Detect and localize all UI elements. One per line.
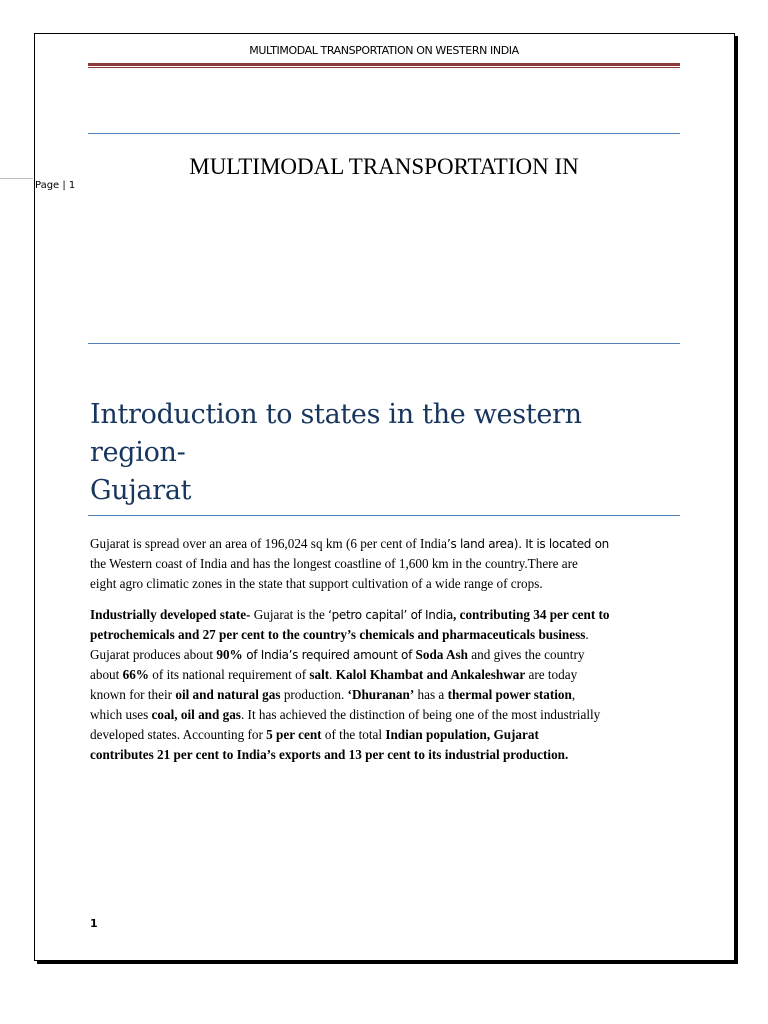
para1-line-1 <box>90 534 682 554</box>
para2-line-5 <box>90 685 682 705</box>
text: which uses <box>90 707 152 722</box>
text: of its national requirement of <box>148 667 310 682</box>
section-heading <box>90 396 680 510</box>
text: . It has achieved the distinction of being one of the most industrially <box>240 707 601 722</box>
bold-text: salt <box>309 667 330 682</box>
text: of the total <box>321 727 386 742</box>
para2-line-8 <box>90 745 682 765</box>
text: Gujarat produces about <box>90 647 217 662</box>
text: known for their <box>90 687 176 702</box>
bold-text: oil and natural gas <box>175 687 281 702</box>
text: are today <box>525 667 578 682</box>
para2-line-6 <box>90 705 682 725</box>
heading-line-3: Gujarat <box>90 475 192 506</box>
text: production. <box>280 687 348 702</box>
para1-line-2: the Western coast of India and has the longest coastline of 1,600 km in the country.There are <box>90 556 578 571</box>
para1-text: Gujarat is spread over an area of 196,024 sq km (6 per cent of India <box>90 536 448 551</box>
text: . <box>329 667 336 682</box>
bold-text: contributes 21 per cent to India’s exports and 13 per cent to its industrial production. <box>90 747 569 762</box>
text-sans: of India’s required amount of <box>242 648 416 662</box>
margin-tick <box>0 178 33 179</box>
running-header: MULTIMODAL TRANSPORTATION ON WESTERN INDIA <box>249 44 519 57</box>
bold-text: 66% <box>122 667 149 682</box>
cover-rule-bottom <box>88 343 680 344</box>
bold-text: Kalol Khambat and Ankaleshwar <box>335 667 526 682</box>
heading-line-1: Introduction to states in the western <box>90 399 582 430</box>
para1-line-3: eight agro climatic zones in the state that support cultivation of a wide range of crops. <box>90 576 543 591</box>
para2-line-2 <box>90 625 682 645</box>
text: , <box>571 687 576 702</box>
paragraph-intro <box>90 534 682 594</box>
para1-text-sans: ’s land area). It is located on <box>447 537 609 551</box>
text: developed states. Accounting for <box>90 727 267 742</box>
text: about <box>90 667 123 682</box>
cover-rule-top <box>88 133 680 134</box>
header-rule <box>88 63 680 66</box>
bold-text: Indian population, Gujarat <box>385 727 539 742</box>
header-rule-thin <box>88 67 680 68</box>
bold-text: 5 per cent <box>266 727 322 742</box>
footer-page-number: 1 <box>90 917 98 930</box>
para2-line-1 <box>90 605 682 625</box>
bold-text: Industrially developed state- <box>90 607 251 622</box>
bold-text: ‘Dhuranan’ <box>347 687 415 702</box>
cover-title: MULTIMODAL TRANSPORTATION IN <box>189 154 579 179</box>
bold-text: thermal power station <box>447 687 572 702</box>
text: has a <box>414 687 448 702</box>
bold-text: coal, oil and gas <box>151 707 241 722</box>
heading-rule <box>88 515 680 516</box>
page-label: Page | 1 <box>35 180 76 191</box>
heading-line-2: region- <box>90 437 186 468</box>
bold-text: petrochemicals and 27 per cent to the country’s chemicals and pharmaceuticals business <box>90 627 586 642</box>
para2-line-3 <box>90 645 682 665</box>
text-sans: ‘petro capital’ of India <box>328 608 453 622</box>
text: and gives the country <box>467 647 585 662</box>
bold-text: , contributing 34 per cent to <box>453 607 610 622</box>
text: . <box>585 627 589 642</box>
bold-text: 90% <box>216 647 243 662</box>
para2-line-7 <box>90 725 682 745</box>
para2-line-4 <box>90 665 682 685</box>
text: Gujarat is the <box>250 607 329 622</box>
bold-text: Soda Ash <box>415 647 468 662</box>
paragraph-industry <box>90 605 682 765</box>
